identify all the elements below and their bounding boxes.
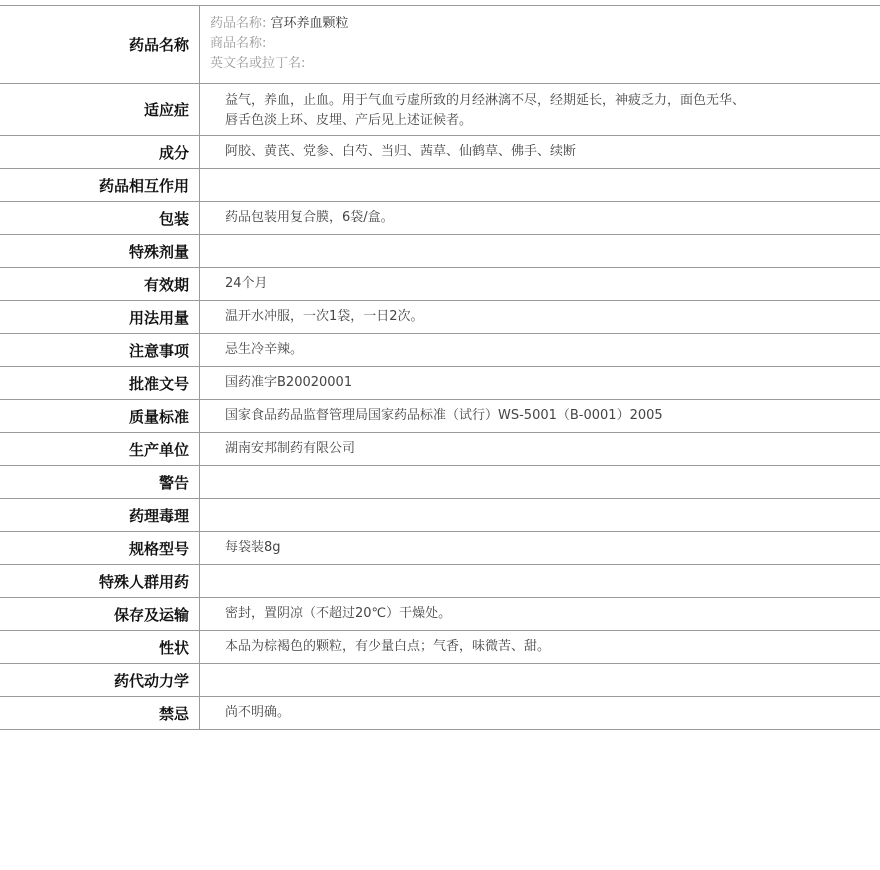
- table-row: [0, 697, 880, 730]
- row-label: 用法用量: [0, 301, 200, 333]
- row-value: 阿胶、黄芪、党参、白芍、当归、茜草、仙鹤草、佛手、续断: [225, 144, 577, 159]
- row-value: 国家食品药品监督管理局国家药品标准（试行）WS-5001（B-0001）2005: [225, 408, 663, 423]
- row-value: 国药准字B20020001: [225, 375, 353, 390]
- trade-name-line: [210, 34, 880, 54]
- table-row: [0, 664, 880, 697]
- value-line: 益气，养血，止血。用于气血亏虚所致的月经淋漓不尽，经期延长，神疲乏力，面色无华、: [225, 93, 746, 108]
- table-row-indications: [0, 84, 880, 136]
- row-label: 生产单位: [0, 433, 200, 465]
- row-label: 保存及运输: [0, 598, 200, 630]
- row-label: 性状: [0, 631, 200, 663]
- row-label: 禁忌: [0, 697, 200, 729]
- row-value: 尚不明确。: [225, 705, 291, 720]
- table-row: [0, 598, 880, 631]
- row-value: 每袋装8g: [225, 540, 281, 555]
- table-row: [0, 136, 880, 169]
- generic-name-value: 宫环养血颗粒: [270, 16, 349, 31]
- row-label: 药品名称: [0, 6, 200, 83]
- row-label: 有效期: [0, 268, 200, 300]
- row-value: [200, 84, 880, 135]
- row-label: 成分: [0, 136, 200, 168]
- row-label: 药理毒理: [0, 499, 200, 531]
- table-row: [0, 532, 880, 565]
- row-label: 特殊人群用药: [0, 565, 200, 597]
- table-row: [0, 235, 880, 268]
- row-value: [200, 466, 880, 498]
- table-row: [0, 466, 880, 499]
- row-value: [200, 499, 880, 531]
- row-label: 药品相互作用: [0, 169, 200, 201]
- row-value: 药品包装用复合膜，6袋/盒。: [225, 210, 394, 225]
- row-label: 质量标准: [0, 400, 200, 432]
- row-label: 警告: [0, 466, 200, 498]
- table-row: [0, 202, 880, 235]
- table-row: [0, 631, 880, 664]
- drug-info-table: [0, 5, 880, 730]
- table-row: [0, 334, 880, 367]
- table-row: [0, 433, 880, 466]
- row-label: 注意事项: [0, 334, 200, 366]
- row-value: [200, 235, 880, 267]
- english-name-key: 英文名或拉丁名:: [210, 56, 306, 71]
- row-label: 包装: [0, 202, 200, 234]
- row-value: [200, 169, 880, 201]
- value-line: 唇舌色淡上环、皮埋、产后见上述证候者。: [225, 113, 473, 128]
- row-label: 药代动力学: [0, 664, 200, 696]
- table-row: [0, 268, 880, 301]
- table-row: [0, 499, 880, 532]
- row-label: 批准文号: [0, 367, 200, 399]
- row-label: 特殊剂量: [0, 235, 200, 267]
- row-label: 规格型号: [0, 532, 200, 564]
- row-label: 适应症: [0, 84, 200, 135]
- generic-name-key: 药品名称:: [210, 16, 267, 31]
- english-name-line: [210, 54, 880, 74]
- row-value: 忌生冷辛辣。: [225, 342, 304, 357]
- table-row: [0, 400, 880, 433]
- table-row: [0, 367, 880, 400]
- row-value: [200, 565, 880, 597]
- row-value: [200, 664, 880, 696]
- trade-name-key: 商品名称:: [210, 36, 267, 51]
- table-row: [0, 565, 880, 598]
- row-value: 密封，置阴凉（不超过20℃）干燥处。: [225, 606, 452, 621]
- row-value: 24个月: [225, 276, 268, 291]
- table-row: [0, 301, 880, 334]
- row-value: 温开水冲服，一次1袋，一日2次。: [225, 309, 424, 324]
- row-value: 本品为棕褐色的颗粒，有少量白点；气香，味微苦、甜。: [225, 639, 551, 654]
- generic-name-line: [210, 14, 880, 34]
- names-block: [200, 6, 880, 83]
- row-value: 湖南安邦制药有限公司: [225, 441, 356, 456]
- table-row-names: [0, 6, 880, 84]
- table-row: [0, 169, 880, 202]
